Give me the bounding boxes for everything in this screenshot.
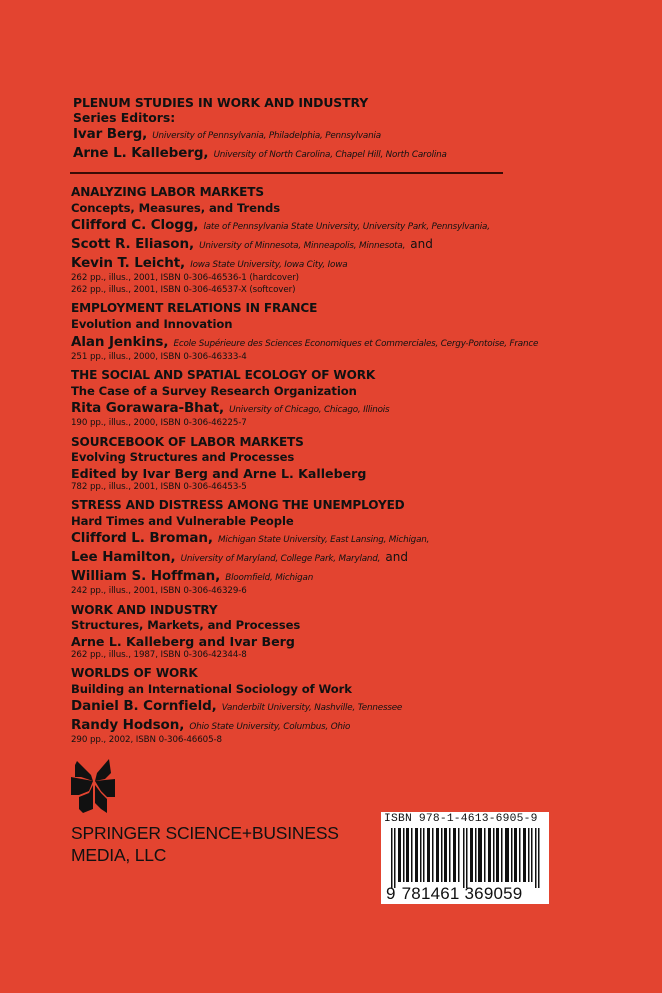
book-subtitle: The Case of a Survey Research Organization	[71, 383, 357, 398]
author-name: Lee Hamilton,	[71, 549, 176, 566]
book-subtitle: Evolving Structures and Processes	[71, 450, 295, 465]
series-title: PLENUM STUDIES IN WORK AND INDUSTRY	[73, 95, 369, 110]
series-editor	[73, 125, 513, 144]
author-affiliation: Ohio State University, Columbus, Ohio	[189, 722, 351, 733]
book-list	[71, 185, 541, 752]
editor-name: Arne L. Kalleberg,	[73, 145, 209, 161]
book-title: ANALYZING LABOR MARKETS	[71, 185, 264, 199]
isbn-barcode	[381, 812, 549, 904]
author-affiliation: late of Pennsylvania State University, University Park, Pennsylvania,	[203, 222, 490, 233]
book-author	[71, 548, 541, 567]
isbn-label: ISBN 978-1-4613-6905-9	[384, 813, 538, 825]
book-author	[71, 333, 541, 352]
publisher-name	[71, 822, 339, 866]
book-pub-info: 251 pp., illus., 2000, ISBN 0-306-46333-4	[71, 351, 247, 362]
author-name: Clifford L. Broman,	[71, 530, 213, 547]
editor-affiliation: University of North Carolina, Chapel Hill, North Carolina	[213, 150, 447, 160]
book-author	[71, 716, 541, 735]
author-name: Kevin T. Leicht,	[71, 255, 186, 272]
book-title: SOURCEBOOK OF LABOR MARKETS	[71, 434, 304, 449]
isbn-digits	[386, 884, 522, 904]
author-name: Randy Hodson,	[71, 717, 185, 734]
editor-name: Ivar Berg,	[73, 126, 148, 142]
author-affiliation: University of Chicago, Chicago, Illinois	[229, 405, 390, 416]
book-title: EMPLOYMENT RELATIONS IN FRANCE	[71, 301, 318, 316]
book-editors: Arne L. Kalleberg and Ivar Berg	[71, 633, 295, 649]
book-author	[71, 697, 541, 716]
author-affiliation: Bloomfield, Michigan	[225, 573, 314, 584]
book-pub-info: 262 pp., illus., 1987, ISBN 0-306-42344-8	[71, 649, 247, 660]
book-subtitle: Concepts, Measures, and Trends	[71, 200, 281, 215]
series-editors-label: Series Editors:	[73, 110, 176, 125]
author-affiliation: University of Maryland, College Park, Maryland,	[180, 554, 381, 565]
author-affiliation: Iowa State University, Iowa City, Iowa	[190, 260, 348, 271]
book-entry	[71, 498, 541, 598]
book-title: WORK AND INDUSTRY	[71, 602, 218, 617]
book-title: THE SOCIAL AND SPATIAL ECOLOGY OF WORK	[71, 367, 376, 382]
author-affiliation: University of Minnesota, Minneapolis, Minnesota,	[199, 241, 406, 252]
book-pub-info: 290 pp., 2002, ISBN 0-306-46605-8	[71, 735, 222, 746]
book-author	[71, 567, 541, 586]
isbn-digit-groups: 781461 369059	[401, 884, 523, 903]
barcode-bars-icon	[391, 828, 541, 888]
book-pub-info: 262 pp., illus., 2001, ISBN 0-306-46536-1 (hardcover)	[71, 273, 299, 284]
editor-affiliation: University of Pennsylvania, Philadelphia, Pennsylvania	[152, 131, 381, 141]
series-block	[73, 95, 513, 163]
book-entry	[71, 301, 541, 363]
book-subtitle: Hard Times and Vulnerable People	[71, 513, 294, 528]
book-entry	[71, 435, 541, 494]
author-name: Scott R. Eliason,	[71, 236, 195, 253]
book-author	[71, 399, 541, 418]
publisher-line-1: SPRINGER SCIENCE+BUSINESS	[71, 823, 339, 843]
book-entry	[71, 603, 541, 662]
book-subtitle: Structures, Markets, and Processes	[71, 618, 301, 633]
book-pub-info: 190 pp., illus., 2000, ISBN 0-306-46225-7	[71, 418, 247, 429]
book-author	[71, 529, 541, 548]
author-affiliation: Vanderbilt University, Nashville, Tennessee	[221, 703, 403, 714]
author-name: Daniel B. Cornfield,	[71, 698, 217, 715]
divider-rule	[70, 172, 503, 174]
publisher-line-2: MEDIA, LLC	[71, 845, 167, 865]
author-conjunction: and	[385, 550, 408, 565]
author-name: William S. Hoffman,	[71, 568, 221, 585]
book-entry	[71, 666, 541, 747]
author-name: Clifford C. Clogg,	[71, 217, 199, 234]
book-author	[71, 216, 541, 235]
book-author	[71, 254, 541, 273]
book-pub-info: 262 pp., illus., 2001, ISBN 0-306-46537-X (softcover)	[71, 284, 296, 295]
author-affiliation: Michigan State University, East Lansing, Michigan,	[217, 535, 430, 546]
book-title: STRESS AND DISTRESS AMONG THE UNEMPLOYED	[71, 498, 405, 513]
book-entry	[71, 368, 541, 430]
book-pub-info: 782 pp., illus., 2001, ISBN 0-306-46453-5	[71, 481, 247, 492]
book-author	[71, 235, 541, 254]
isbn-lead-digit: 9	[386, 884, 396, 903]
book-entry	[71, 185, 541, 297]
author-name: Alan Jenkins,	[71, 333, 169, 350]
series-editor	[73, 144, 513, 163]
book-subtitle: Evolution and Innovation	[71, 316, 233, 331]
author-affiliation: Ecole Supérieure des Sciences Economiques et Commerciales, Cergy-Pontoise, France	[173, 338, 539, 349]
author-conjunction: and	[410, 237, 433, 252]
author-name: Rita Gorawara-Bhat,	[71, 400, 225, 417]
book-editors: Edited by Ivar Berg and Arne L. Kalleberg	[71, 465, 367, 481]
springer-logo-icon	[71, 759, 117, 813]
book-title: WORLDS OF WORK	[71, 666, 198, 681]
book-pub-info: 242 pp., illus., 2001, ISBN 0-306-46329-6	[71, 586, 247, 597]
book-subtitle: Building an International Sociology of Work	[71, 681, 352, 696]
